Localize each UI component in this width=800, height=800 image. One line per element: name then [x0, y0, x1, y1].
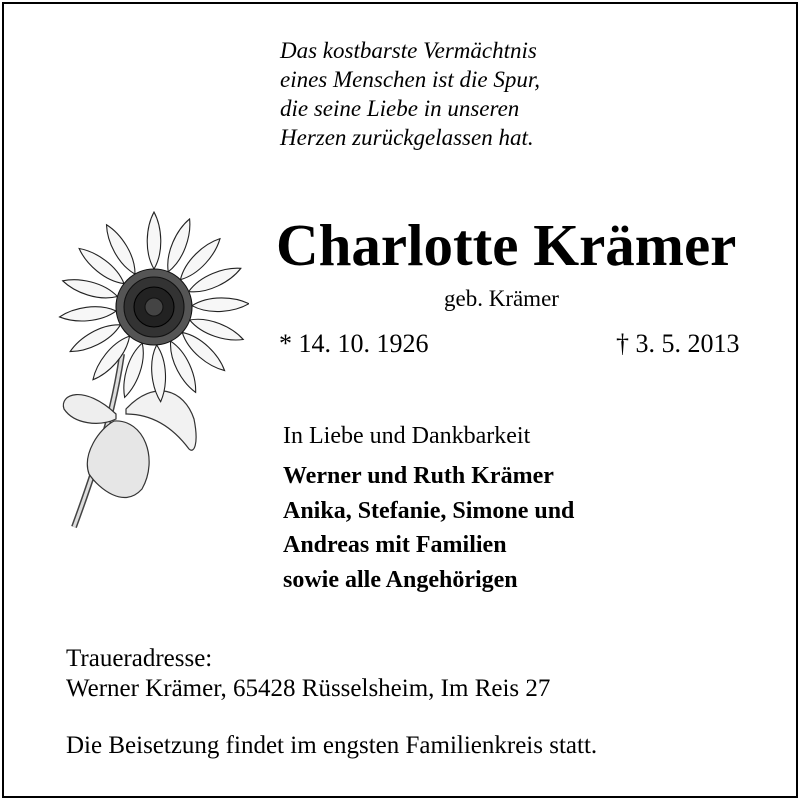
- sunflower-icon: [44, 209, 249, 539]
- poem-line: die seine Liebe in unseren: [280, 96, 520, 121]
- address-value: Werner Krämer, 65428 Rüsselsheim, Im Reis 27: [66, 675, 551, 702]
- memorial-poem: [280, 36, 540, 152]
- deceased-name-block: [276, 212, 736, 278]
- birth-name: geb. Krämer: [444, 286, 559, 311]
- mourner-line: Werner und Ruth Krämer: [283, 463, 554, 489]
- poem-line: Das kostbarste Vermächtnis: [280, 38, 537, 63]
- mourning-address: [66, 644, 550, 704]
- poem-line: Herzen zurückgelassen hat.: [280, 125, 534, 150]
- mourner-line: Andreas mit Familien: [283, 532, 507, 558]
- address-label: Traueradresse:: [66, 645, 213, 672]
- mourners-list: [283, 459, 574, 597]
- mourner-line: sowie alle Angehörigen: [283, 566, 518, 593]
- obituary-notice: [2, 2, 798, 798]
- death-date: † 3. 5. 2013: [616, 329, 740, 358]
- dedication-line: In Liebe und Dankbarkeit: [283, 423, 531, 449]
- burial-notice: Die Beisetzung findet im engsten Familienkreis statt.: [66, 732, 598, 759]
- poem-line: eines Menschen ist die Spur,: [280, 67, 540, 92]
- birth-date: * 14. 10. 1926: [279, 329, 429, 358]
- deceased-name: Charlotte Krämer: [276, 212, 737, 278]
- mourner-line: Anika, Stefanie, Simone und: [283, 497, 575, 524]
